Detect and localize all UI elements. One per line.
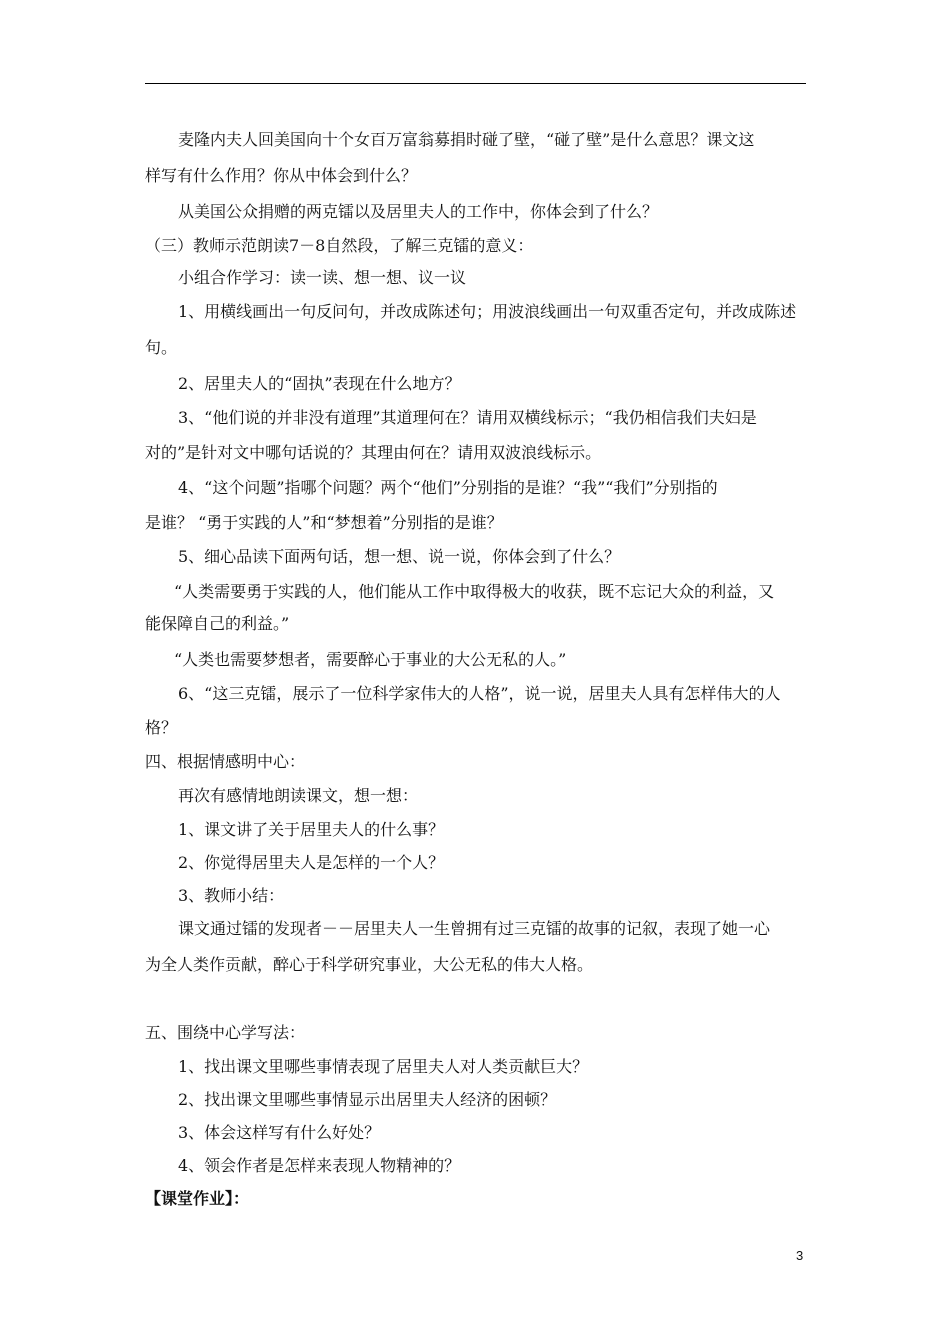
- page-number: 3: [796, 1248, 804, 1263]
- list-item: 2、你觉得居里夫人是怎样的一个人？: [178, 853, 445, 872]
- list-item: 3、教师小结：: [178, 886, 285, 905]
- text-line: 麦隆内夫人回美国向十个女百万富翁募捐时碰了壁，“碰了壁”是什么意思？课文这: [178, 130, 755, 149]
- text-line: 再次有感情地朗读课文，想一想：: [178, 786, 419, 805]
- list-item: 5、细心品读下面两句话，想一想、说一说，你体会到了什么？: [178, 547, 621, 566]
- text-line: 能保障自己的利益。”: [145, 614, 290, 633]
- list-item: 4、“这个问题”指哪个问题？两个“他们”分别指的是谁？“我”“我们”分别指的: [178, 478, 718, 497]
- text-line: 小组合作学习：读一读、想一想、议一议: [178, 268, 467, 287]
- list-item: 4、领会作者是怎样来表现人物精神的？: [178, 1156, 461, 1175]
- header-rule: [145, 83, 806, 84]
- list-item: 1、用横线画出一句反问句，并改成陈述句；用波浪线画出一句双重否定句，并改成陈述: [178, 302, 797, 321]
- section-heading: 四、根据情感明中心：: [145, 752, 306, 771]
- quote-line: “人类也需要梦想者，需要醉心于事业的大公无私的人。”: [174, 650, 567, 669]
- text-line: 从美国公众捐赠的两克镭以及居里夫人的工作中，你体会到了什么？: [178, 202, 659, 221]
- text-line: 对的”是针对文中哪句话说的？其理由何在？请用双波浪线标示。: [145, 443, 602, 462]
- list-item: 6、“这三克镭，展示了一位科学家伟大的人格”，说一说，居里夫人具有怎样伟大的人: [178, 684, 781, 703]
- text-line: 为全人类作贡献，醉心于科学研究事业，大公无私的伟大人格。: [145, 955, 594, 974]
- list-item: 1、课文讲了关于居里夫人的什么事？: [178, 820, 445, 839]
- text-line: 课文通过镭的发现者－－居里夫人一生曾拥有过三克镭的故事的记叙，表现了她一心: [178, 919, 771, 938]
- list-item: 3、“他们说的并非没有道理”其道理何在？请用双横线标示；“我仍相信我们夫妇是: [178, 408, 757, 427]
- list-item: 2、居里夫人的“固执”表现在什么地方？: [178, 374, 461, 393]
- quote-line: “人类需要勇于实践的人，他们能从工作中取得极大的收获，既不忘记大众的利益，又: [174, 582, 775, 601]
- text-line: 是谁？ “勇于实践的人”和“梦想着”分别指的是谁？: [145, 513, 503, 532]
- list-item: 2、找出课文里哪些事情显示出居里夫人经济的困顿？: [178, 1090, 557, 1109]
- section-heading: 【课堂作业】：: [145, 1189, 250, 1208]
- section-heading: （三）教师示范朗读7－8自然段，了解三克镭的意义：: [145, 236, 534, 255]
- text-line: 句。: [145, 338, 178, 357]
- list-item: 3、体会这样写有什么好处？: [178, 1123, 381, 1142]
- section-heading: 五、围绕中心学写法：: [145, 1023, 306, 1042]
- text-line: 样写有什么作用？你从中体会到什么？: [145, 166, 418, 185]
- list-item: 1、找出课文里哪些事情表现了居里夫人对人类贡献巨大？: [178, 1057, 589, 1076]
- text-line: 格？: [145, 718, 178, 737]
